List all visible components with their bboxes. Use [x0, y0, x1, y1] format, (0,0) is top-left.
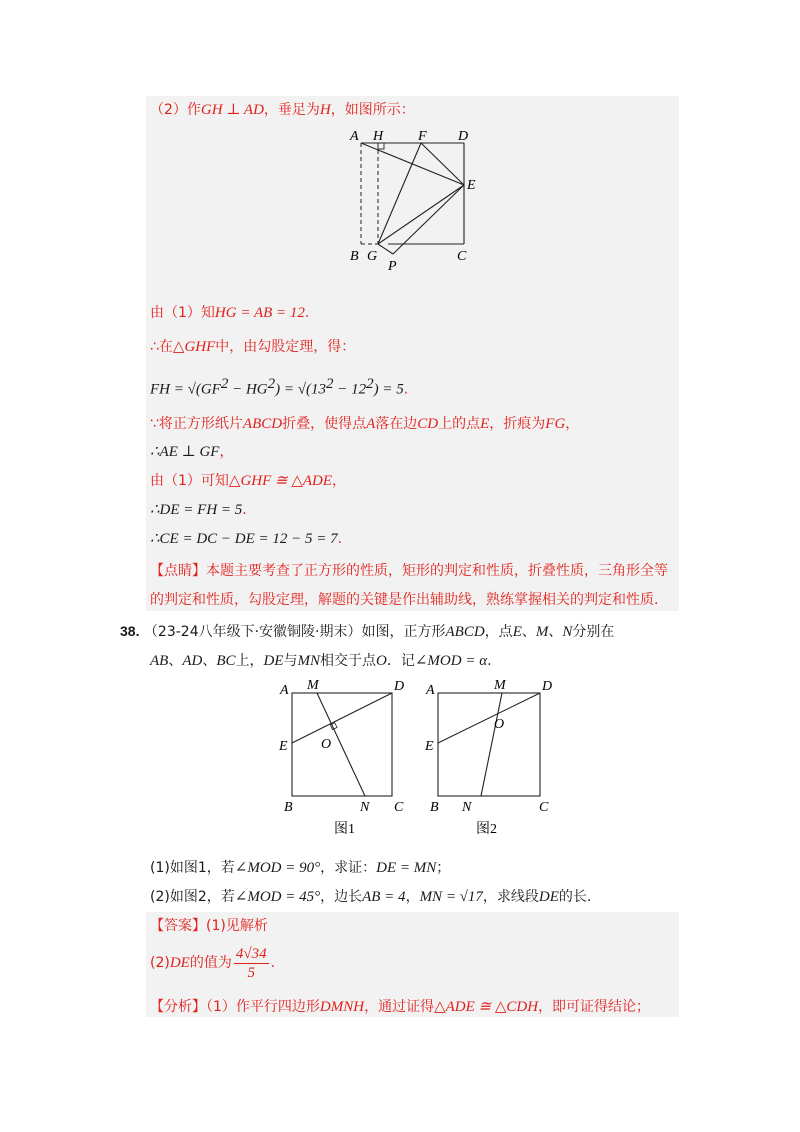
- label-E: E: [467, 178, 476, 193]
- label-H: H: [373, 129, 384, 144]
- label-B: B: [350, 249, 359, 264]
- fig1-label-N: N: [360, 800, 370, 815]
- line-3: FH = $√(GF^2 - HG^2) = √(13^2 - 12^2) = 5$.: [150, 376, 409, 398]
- label-A: A: [350, 129, 359, 144]
- label-D: D: [458, 129, 469, 144]
- line-4: ∵将正方形纸片ABCD折叠，使得点A落在边CD上的点E，折痕为FG，: [150, 416, 580, 432]
- fig2-label-M: M: [494, 678, 506, 693]
- fig1-label-E: E: [279, 739, 288, 754]
- q38-line-2: AB、AD、BC上，DE与MN相交于点O．记∠MOD = α.: [150, 653, 492, 669]
- answer-tag: 【答案】: [150, 918, 206, 934]
- line-5: ∴AE ⊥ GF，: [150, 444, 234, 460]
- fold-figure: [340, 126, 490, 276]
- fig2-label-D: D: [542, 679, 553, 694]
- fig2-caption: 图2: [476, 822, 497, 837]
- line-6: 由（1）可知△GHF ≅ △ADE，: [150, 473, 347, 489]
- label-P: P: [388, 259, 397, 274]
- fig1-label-B: B: [284, 800, 293, 815]
- fig2-label-A: A: [426, 683, 435, 698]
- square-figure-2: [423, 676, 563, 838]
- fig1-label-A: A: [280, 683, 289, 698]
- fig2-label-O: O: [494, 717, 505, 732]
- part2-intro: （2）作GH ⊥ AD，垂足为H，如图所示：: [150, 102, 415, 118]
- square-figure-1: [276, 676, 416, 838]
- fig1-label-M: M: [307, 678, 319, 693]
- sub-question-1: (1)如图1，若∠MOD = 90°，求证：DE = MN；: [150, 860, 451, 876]
- line-2: ∴在△GHF中，由勾股定理，得：: [150, 339, 356, 355]
- answer-fraction: $\frac{4√34}{5}$: [235, 945, 267, 981]
- fig2-label-C: C: [539, 800, 549, 815]
- line-8: ∴CE = DC − DE = 12 − 5 = 7.: [150, 531, 343, 547]
- line-1: 由（1）知HG = AB = 12.: [150, 305, 310, 321]
- sub-question-2: (2)如图2，若∠MOD = 45°，边长AB = 4，MN = √17，求线段DE的长.: [150, 889, 592, 905]
- fig2-label-E: E: [425, 739, 434, 754]
- fig2-label-N: N: [462, 800, 472, 815]
- label-F: F: [418, 129, 427, 144]
- fig2-label-B: B: [430, 800, 439, 815]
- question-number: 38.: [120, 623, 140, 639]
- fig1-caption: 图1: [334, 822, 355, 837]
- comment-line-2: 的判定和性质，勾股定理，解题的关键是作出辅助线，熟练掌握相关的判定和性质.: [150, 592, 659, 608]
- fig1-label-O: O: [321, 737, 332, 752]
- analysis-tag: 【分析】: [150, 999, 206, 1015]
- label-C: C: [457, 249, 467, 264]
- answer-line-2: (2)DE的值为 $\frac{4√34}{5}$ .: [150, 945, 276, 981]
- comment-tag: 【点睛】: [150, 563, 206, 579]
- q38-line-1: 38. （23-24八年级下·安徽铜陵·期末）如图，正方形ABCD，点E、M、N分别在: [120, 623, 615, 640]
- analysis-line: 【分析】（1）作平行四边形DMNH，通过证得△ADE ≅ △CDH，即可证得结论；: [150, 999, 651, 1015]
- answer-line-1: 【答案】(1)见解析: [150, 918, 268, 934]
- comment-line-1: 【点睛】本题主要考查了正方形的性质，矩形的判定和性质，折叠性质，三角形全等: [150, 563, 668, 579]
- line-7: ∴DE = FH = 5.: [150, 502, 247, 518]
- fig1-label-C: C: [394, 800, 404, 815]
- label-G: G: [367, 249, 378, 264]
- fig1-label-D: D: [394, 679, 405, 694]
